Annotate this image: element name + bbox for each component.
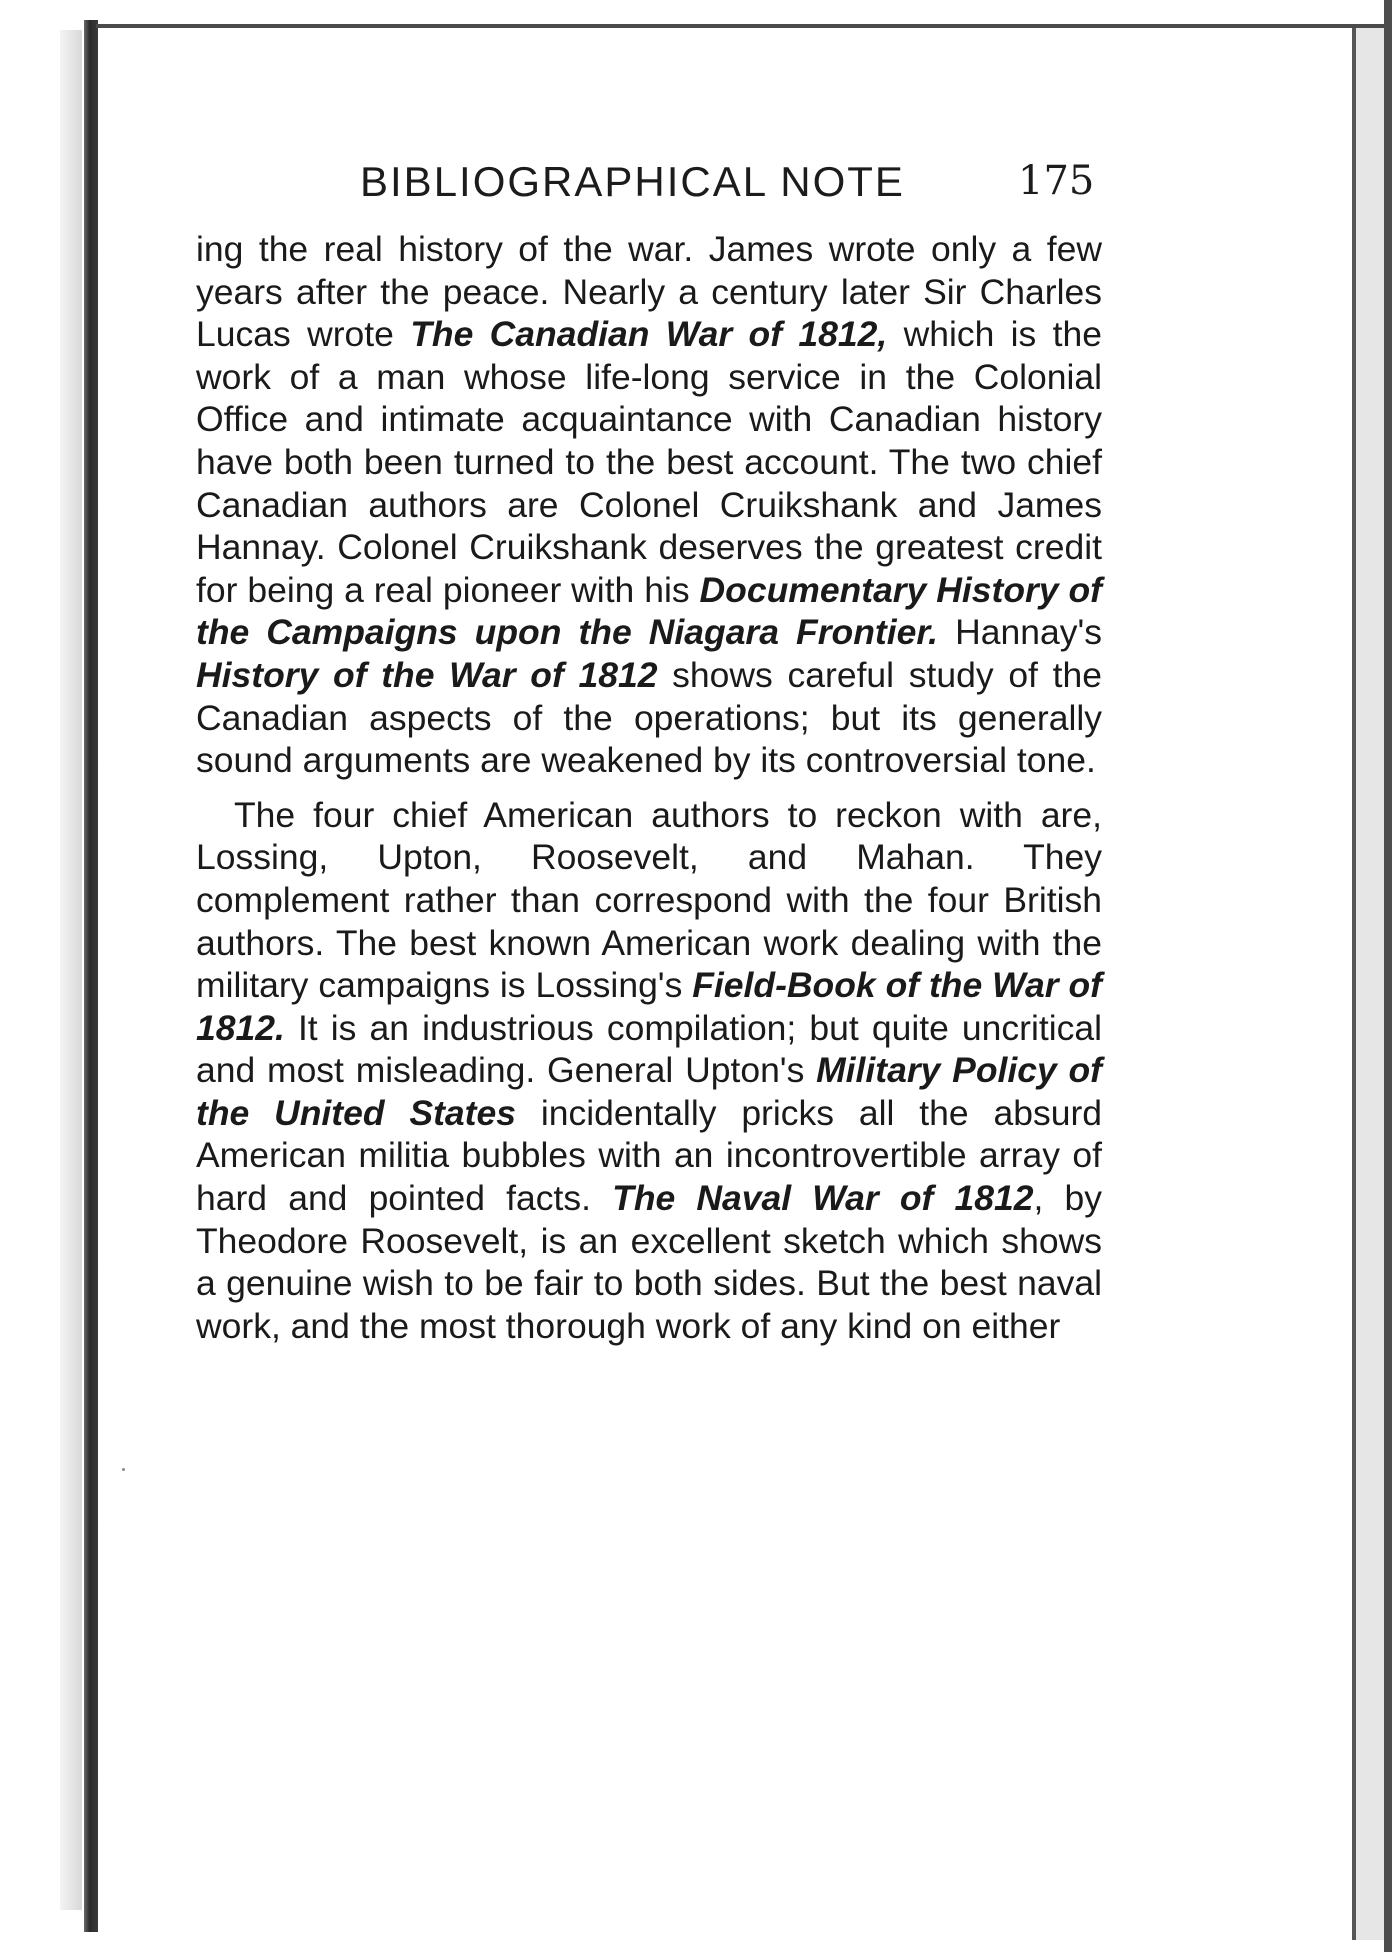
text-run: It is an industrious compilation; but quite uncritical and most misleading. General Upton's bbox=[196, 1007, 1102, 1091]
book-title: Field-Book of the War of 1812. bbox=[196, 965, 1102, 1048]
text-run: , by Theodore Roosevelt, is an excellent sketch which shows a genuine wish to be fair to both sides. But the best naval work, and the most thorough work of any kind on either bbox=[196, 1178, 1102, 1346]
page-right-edge bbox=[1352, 28, 1356, 1940]
book-title: Military Policy of the United States bbox=[196, 1050, 1103, 1133]
book-title: The Canadian War of 1812, bbox=[410, 314, 888, 355]
running-head: BIBLIOGRAPHICAL NOTE bbox=[360, 158, 905, 205]
text-run: incidentally pricks all the absurd American militia bubbles with an incontrovertible array of hard and pointed facts. bbox=[196, 1092, 1103, 1219]
page-body-text bbox=[196, 228, 1102, 1347]
scan-right-border bbox=[1384, 0, 1392, 1952]
paragraph-2 bbox=[196, 794, 1102, 1348]
book-title: History of the War of 1812 bbox=[196, 654, 658, 695]
book-title: The Naval War of 1812 bbox=[612, 1178, 1034, 1219]
scan-speck bbox=[122, 1468, 125, 1471]
page-gutter bbox=[60, 30, 82, 1910]
paragraph-1 bbox=[196, 228, 1102, 782]
page-number: 175 bbox=[1018, 158, 1095, 204]
binding-edge bbox=[84, 20, 98, 1932]
book-title: Documentary History of the Campaigns upon the Niagara Frontier. bbox=[196, 569, 1102, 653]
text-run: ing the real history of the war. James wrote only a few years after the peace. Nearly a century later Sir Charles Lucas wrote bbox=[196, 229, 1102, 355]
text-run: shows careful study of the Canadian aspects of the operations; but its generally sound arguments are weakened by its controversial tone. bbox=[196, 654, 1102, 781]
text-run: which is the work of a man whose life-long service in the Colonial Office and intimate acquaintance with Canadian history have both been turned to the best account. The two chief Canadian authors are Colonel Cruikshank and James Hannay. Colonel Cruikshank deserves the greatest credit for being a real pioneer with his bbox=[196, 314, 1102, 610]
page-right-margin-strip bbox=[1356, 28, 1384, 1940]
text-run: Hannay's bbox=[938, 612, 1102, 653]
text-run: The four chief American authors to reckon with are, Lossing, Upton, Roosevelt, and Mahan. They complement rather than correspond with the four British authors. The best known American work dealing with the military campaigns is Lossing's bbox=[196, 794, 1102, 1006]
